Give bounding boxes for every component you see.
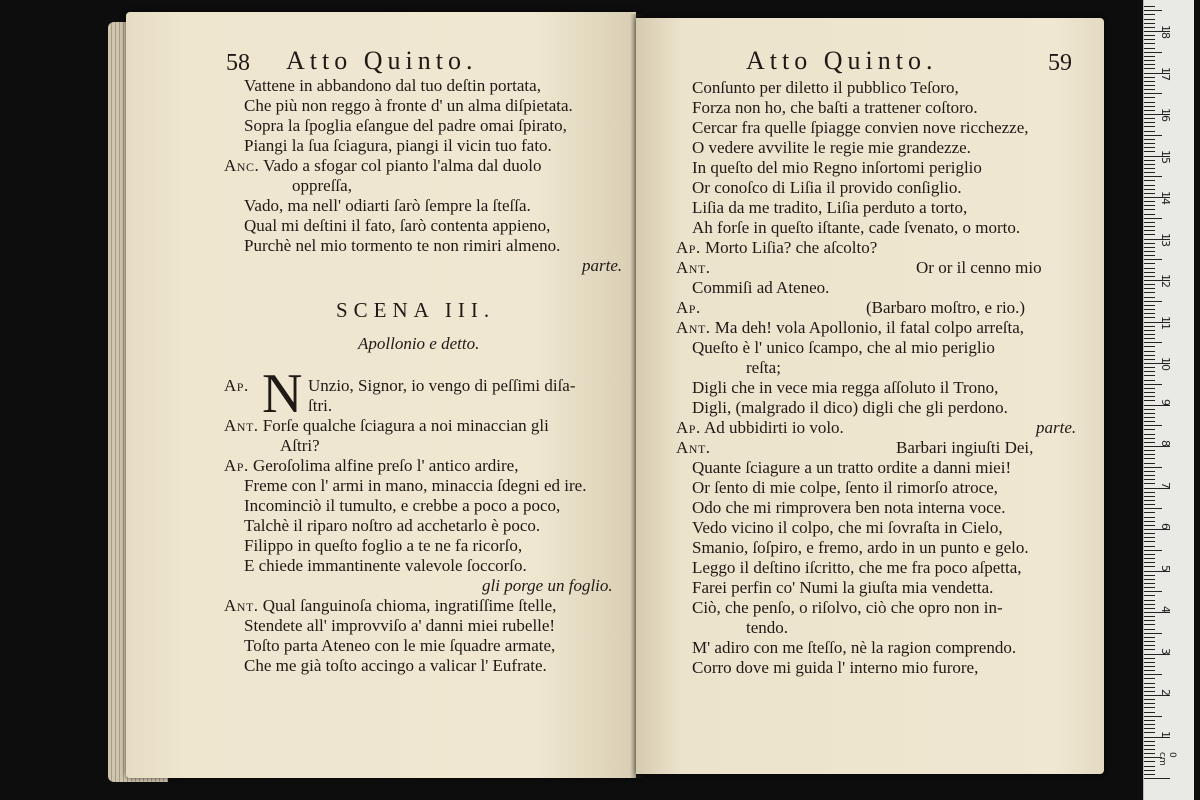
ruler-tick — [1144, 434, 1155, 435]
ruler-tick — [1144, 230, 1155, 231]
ruler-tick — [1144, 27, 1155, 28]
speaker-label: Ant. — [676, 318, 711, 337]
ruler-tick — [1144, 683, 1155, 684]
ruler-tick — [1144, 504, 1155, 505]
verse-line: reſta; — [746, 358, 781, 377]
ruler-tick — [1144, 595, 1155, 596]
verse-line: Smanio, ſoſpiro, e fremo, ardo in un punto e gelo. — [692, 538, 1029, 557]
verse-line: Queſto è l' unico ſcampo, che al mio periglio — [692, 338, 995, 357]
verse-line: Talchè il riparo noſtro ad acchetarlo è poco. — [244, 516, 541, 535]
ruler-tick — [1144, 209, 1155, 210]
ruler-tick — [1144, 126, 1155, 127]
ruler-tick — [1144, 454, 1155, 455]
verse-line: Barbari ingiuſti Dei, — [896, 438, 1034, 457]
stage-direction: parte. — [582, 256, 623, 275]
ruler-tick — [1144, 193, 1155, 194]
ruler-tick — [1144, 604, 1155, 605]
verse-line: Or or il cenno mio — [916, 258, 1042, 277]
ruler-tick — [1144, 546, 1155, 547]
ruler-number: 4 — [1159, 606, 1172, 613]
ruler-tick — [1144, 774, 1155, 775]
scene-persons: Apollonio e detto. — [358, 334, 480, 353]
ruler-tick — [1144, 608, 1155, 609]
verse-line — [224, 376, 249, 396]
ruler-tick — [1144, 81, 1155, 82]
ruler-tick — [1144, 234, 1155, 235]
ruler-tick — [1144, 380, 1155, 381]
ruler-tick — [1144, 272, 1155, 273]
ruler-tick — [1144, 131, 1155, 132]
speaker-label: Ant. — [224, 416, 259, 435]
speaker-label: Ap. — [676, 238, 701, 257]
ruler-tick — [1144, 263, 1155, 264]
ruler-tick — [1144, 60, 1155, 61]
ruler-tick — [1144, 10, 1162, 11]
ruler-tick — [1144, 384, 1162, 385]
ruler-tick — [1144, 396, 1155, 397]
ruler-tick — [1144, 508, 1162, 509]
ruler-tick — [1144, 458, 1155, 459]
ruler-tick — [1144, 64, 1155, 65]
ruler-tick — [1144, 467, 1162, 468]
ruler-tick — [1144, 342, 1162, 343]
ruler-tick — [1144, 517, 1155, 518]
verse-line: Ah forſe in queſto iſtante, cade ſvenato, o morto. — [692, 218, 1021, 237]
ruler-tick — [1144, 313, 1155, 314]
ruler-tick — [1144, 168, 1155, 169]
ruler-tick — [1144, 583, 1155, 584]
ruler-tick — [1144, 6, 1155, 7]
ruler-tick — [1144, 425, 1162, 426]
verse-line: M' adiro con me ſteſſo, nè la ragion comprendo. — [692, 638, 1017, 657]
ruler-number: 11 — [1159, 315, 1172, 330]
verse-line: Ap. Geroſolima alfine preſo l' antico ardire, — [224, 456, 519, 475]
ruler-tick — [1144, 438, 1155, 439]
ruler-tick — [1144, 409, 1155, 410]
ruler-number: 8 — [1159, 440, 1172, 447]
verse-line: Or conoſco di Liſia il provido conſiglio. — [692, 178, 962, 197]
ruler-tick — [1144, 35, 1155, 36]
verse-line: Digli che in vece mia regga aſſoluto il Trono, — [692, 378, 999, 397]
verse-line: Che più non reggo à fronte d' un alma diſpietata. — [244, 96, 573, 115]
verse-line: Odo che mi rimprovera ben nota interna voce. — [692, 498, 1006, 517]
ruler-tick — [1144, 641, 1155, 642]
verse-line: Forza non ho, che baſti a trattener coſtoro. — [692, 98, 978, 117]
verse-line: Vedo vicino il colpo, che mi ſovraſta in Cielo, — [692, 518, 1003, 537]
ruler-tick — [1144, 707, 1155, 708]
ruler-tick — [1144, 93, 1162, 94]
speaker-label: Ant. — [676, 438, 711, 457]
ruler-tick — [1144, 14, 1155, 15]
speaker-label: Ant. — [224, 596, 259, 615]
ruler-tick — [1144, 122, 1155, 123]
speaker-label: Ap. — [676, 418, 701, 437]
ruler-tick — [1144, 102, 1155, 103]
verse-line: Incominciò il tumulto, e crebbe a poco a poco, — [244, 496, 561, 515]
ruler-tick — [1144, 741, 1155, 742]
ruler-tick — [1144, 703, 1155, 704]
ruler-number: 13 — [1159, 232, 1172, 247]
ruler-unit-label: 0 cm — [1157, 752, 1177, 766]
ruler-tick — [1144, 562, 1155, 563]
ruler-tick — [1144, 442, 1155, 443]
ruler-tick — [1144, 52, 1162, 53]
ruler-tick — [1144, 160, 1155, 161]
ruler-tick — [1144, 317, 1155, 318]
verse-line: Aſtri? — [280, 436, 320, 455]
ruler-tick — [1144, 761, 1155, 762]
ruler-tick — [1144, 392, 1155, 393]
ruler-tick — [1144, 375, 1155, 376]
ruler-tick — [1144, 512, 1155, 513]
ruler-tick — [1144, 276, 1155, 277]
ruler-tick — [1144, 745, 1155, 746]
ruler-tick — [1144, 201, 1155, 202]
ruler-number: 2 — [1159, 689, 1172, 696]
ruler-number: 10 — [1159, 357, 1172, 371]
ruler-tick — [1144, 483, 1155, 484]
verse-line: Ap. Morto Liſia? che aſcolto? — [676, 238, 878, 257]
ruler-tick — [1144, 214, 1155, 215]
verse-line: Qual mi deſtini il fato, ſarò contenta appieno, — [244, 216, 551, 235]
verse-line — [676, 258, 711, 278]
ruler-tick — [1144, 222, 1155, 223]
ruler-tick — [1144, 351, 1155, 352]
verse-line: Vattene in abbandono dal tuo deſtin portata, — [244, 76, 541, 95]
verse-line: Ant. Qual ſanguinoſa chioma, ingratiſſime ſtelle, — [224, 596, 557, 615]
ruler-tick — [1144, 712, 1155, 713]
ruler-tick — [1144, 359, 1155, 360]
verse-line: Ant. Forſe qualche ſciagura a noi minaccian gli — [224, 416, 549, 435]
verse-line: Che me già toſto accingo a valicar l' Eufrate. — [244, 656, 547, 675]
speaker-label: Ap. — [676, 298, 701, 317]
ruler-tick — [1144, 670, 1155, 671]
verse-line — [676, 438, 711, 458]
ruler-tick — [1144, 288, 1155, 289]
ruler-tick — [1144, 662, 1155, 663]
ruler-tick — [1144, 463, 1155, 464]
ruler-tick — [1144, 247, 1155, 248]
ruler-tick — [1144, 479, 1155, 480]
ruler-number: 15 — [1159, 149, 1172, 164]
ruler-tick — [1144, 172, 1155, 173]
ruler-tick — [1144, 77, 1155, 78]
ruler-tick — [1144, 371, 1155, 372]
verse-line: Toſto parta Ateneo con le mie ſquadre armate, — [244, 636, 556, 655]
ruler-tick — [1144, 732, 1155, 733]
ruler-tick — [1144, 43, 1155, 44]
ruler-tick — [1144, 23, 1155, 24]
ruler-tick — [1144, 724, 1155, 725]
verse-line: (Barbaro moſtro, e rio.) — [866, 298, 1026, 317]
ruler-tick — [1144, 658, 1155, 659]
verse-line: Quante ſciagure a un tratto ordite a danni miei! — [692, 458, 1012, 477]
ruler-tick — [1144, 346, 1155, 347]
ruler-number: 5 — [1159, 564, 1172, 572]
verse-line: Anc. Vado a sfogar col pianto l'alma dal duolo — [224, 156, 542, 175]
stage-direction: parte. — [1036, 418, 1077, 437]
ruler-tick — [1144, 629, 1155, 630]
ruler-number: 16 — [1159, 108, 1172, 122]
ruler-tick — [1144, 292, 1155, 293]
verse-line: oppreſſa, — [292, 176, 352, 195]
ruler-tick — [1144, 205, 1155, 206]
ruler-number: 7 — [1159, 481, 1172, 489]
ruler-tick — [1144, 749, 1155, 750]
ruler-tick — [1144, 110, 1155, 111]
ruler-tick — [1144, 687, 1155, 688]
ruler-tick — [1144, 139, 1155, 140]
ruler-tick — [1144, 558, 1155, 559]
ruler-tick — [1144, 471, 1155, 472]
ruler-tick — [1144, 450, 1155, 451]
ruler-tick — [1144, 180, 1155, 181]
verse-line: Digli, (malgrado il dico) digli che gli perdono. — [692, 398, 1008, 417]
ruler-tick — [1144, 106, 1155, 107]
ruler-tick — [1144, 118, 1155, 119]
stage-direction: gli porge un foglio. — [482, 576, 613, 595]
verse-line: Stendete all' improvviſo a' danni miei rubelle! — [244, 616, 556, 635]
ruler-tick — [1144, 649, 1155, 650]
ruler-tick — [1144, 367, 1155, 368]
verse-line: O vedere avvilite le regie mie grandezze. — [692, 138, 971, 157]
ruler-tick — [1144, 616, 1155, 617]
ruler-tick — [1144, 151, 1155, 152]
ruler-tick — [1144, 421, 1155, 422]
left-page-number: 58 — [226, 50, 250, 76]
ruler-tick — [1144, 388, 1155, 389]
verse-line: Unzio, Signor, io vengo di peſſimi diſa- — [308, 376, 576, 395]
scene-title: SCENA III. — [336, 298, 496, 322]
ruler-tick — [1144, 537, 1155, 538]
ruler-tick — [1144, 218, 1162, 219]
ruler-tick — [1144, 587, 1155, 588]
drop-cap: N — [262, 363, 303, 425]
verse-line: E chiede immantinente valevole ſoccorſo. — [244, 556, 527, 575]
speaker-label: Anc. — [224, 156, 260, 175]
ruler-tick — [1144, 89, 1155, 90]
ruler-tick — [1144, 699, 1155, 700]
ruler-tick — [1144, 521, 1155, 522]
ruler-tick — [1144, 691, 1155, 692]
ruler-tick — [1144, 176, 1162, 177]
ruler-tick — [1144, 400, 1155, 401]
ruler-tick — [1144, 85, 1155, 86]
verse-line: Ciò, che penſo, o riſolvo, ciò che opro non in- — [692, 598, 1003, 617]
ruler-tick — [1144, 591, 1162, 592]
ruler-tick — [1144, 251, 1155, 252]
verse-line: Filippo in queſto foglio a te ne fa ricorſo, — [244, 536, 523, 555]
right-page — [636, 18, 1104, 774]
right-running-head: Atto Quinto. — [746, 46, 938, 75]
ruler-tick — [1144, 147, 1155, 148]
open-book — [108, 8, 1108, 790]
verse-line: Or ſento di mie colpe, ſento il rimorſo atroce, — [692, 478, 998, 497]
ruler-tick — [1144, 330, 1155, 331]
ruler-tick — [1144, 305, 1155, 306]
ruler-tick — [1144, 637, 1155, 638]
ruler-tick — [1144, 39, 1155, 40]
ruler-tick — [1144, 243, 1155, 244]
ruler-tick — [1144, 143, 1155, 144]
verse-line: Vado, ma nell' odiarti ſarò ſempre la ſteſſa. — [244, 196, 531, 215]
ruler-number: 17 — [1159, 66, 1172, 81]
ruler-tick — [1144, 135, 1162, 136]
speaker-label: Ant. — [676, 258, 711, 277]
ruler-number: 12 — [1159, 274, 1172, 288]
ruler-tick — [1144, 429, 1155, 430]
ruler-number: 3 — [1159, 647, 1172, 655]
verse-line: Sopra la ſpoglia eſangue del padre omai ſpirato, — [244, 116, 567, 135]
ruler-tick — [1144, 525, 1155, 526]
verse-line: Piangi la ſua ſciagura, piangi il vicin tuo fato. — [244, 136, 552, 155]
ruler-tick — [1144, 355, 1155, 356]
ruler-number: 14 — [1159, 191, 1172, 205]
ruler-tick — [1144, 550, 1162, 551]
ruler-tick — [1144, 226, 1155, 227]
ruler-tick — [1144, 620, 1155, 621]
ruler-tick — [1144, 301, 1162, 302]
ruler-tick — [1144, 189, 1155, 190]
ruler-tick — [1144, 338, 1155, 339]
ruler-tick — [1144, 334, 1155, 335]
ruler-tick — [1144, 68, 1155, 69]
ruler-tick — [1144, 541, 1155, 542]
verse-line: ſtri. — [308, 396, 333, 415]
ruler-tick — [1144, 413, 1155, 414]
verse-line: Commiſi ad Ateneo. — [692, 278, 830, 297]
ruler-tick — [1144, 496, 1155, 497]
ruler-tick — [1144, 566, 1155, 567]
measuring-ruler — [1143, 0, 1194, 800]
ruler-number: 6 — [1159, 523, 1172, 530]
verse-line: Cercar fra quelle ſpiagge convien nove ricchezze, — [692, 118, 1029, 137]
verse-line: Freme con l' armi in mano, minaccia ſdegni ed ire. — [244, 476, 587, 495]
verse-line: Liſia da me tradito, Liſia perduto a torto, — [692, 198, 968, 217]
ruler-tick — [1144, 770, 1155, 771]
verse-line: In queſto del mio Regno inſortomi periglio — [692, 158, 982, 177]
ruler-tick — [1144, 633, 1162, 634]
ruler-tick — [1144, 297, 1155, 298]
ruler-tick — [1144, 500, 1155, 501]
ruler-tick — [1144, 753, 1155, 754]
verse-line: Farei perfin co' Numi la giuſta mia vendetta. — [692, 578, 994, 597]
ruler-tick — [1144, 575, 1155, 576]
ruler-tick — [1144, 326, 1155, 327]
ruler-tick — [1144, 666, 1155, 667]
ruler-tick — [1144, 674, 1162, 675]
verse-line: Ap. Ad ubbidirti io volo. — [676, 418, 844, 437]
ruler-tick — [1144, 284, 1155, 285]
speaker-label: Ap. — [224, 376, 249, 395]
ruler-tick — [1144, 778, 1170, 779]
ruler-tick — [1144, 728, 1155, 729]
verse-line — [676, 298, 701, 318]
ruler-number: 9 — [1159, 398, 1172, 406]
ruler-tick — [1144, 600, 1155, 601]
verse-line: tendo. — [746, 618, 789, 637]
ruler-tick — [1144, 475, 1155, 476]
verse-line: Ant. Ma deh! vola Apollonio, il fatal colpo arreſta, — [676, 318, 1024, 337]
verse-line: Conſunto per diletto il pubblico Teſoro, — [692, 78, 959, 97]
ruler-tick — [1144, 720, 1155, 721]
ruler-tick — [1144, 164, 1155, 165]
ruler-tick — [1144, 645, 1155, 646]
ruler-tick — [1144, 48, 1155, 49]
verse-line: Purchè nel mio tormento te non rimiri almeno. — [244, 236, 561, 255]
ruler-tick — [1144, 579, 1155, 580]
ruler-number: 18 — [1159, 25, 1172, 39]
ruler-tick — [1144, 678, 1155, 679]
ruler-tick — [1144, 766, 1155, 767]
ruler-tick — [1144, 309, 1155, 310]
ruler-tick — [1144, 185, 1155, 186]
ruler-number: 1 — [1159, 730, 1172, 738]
left-page — [126, 12, 636, 778]
ruler-tick — [1144, 492, 1155, 493]
ruler-tick — [1144, 255, 1155, 256]
ruler-tick — [1144, 533, 1155, 534]
verse-line: Corro dove mi guida l' interno mio furore, — [692, 658, 979, 677]
ruler-tick — [1144, 554, 1155, 555]
ruler-tick — [1144, 417, 1155, 418]
ruler-tick — [1144, 56, 1155, 57]
ruler-tick — [1144, 716, 1162, 717]
ruler-tick — [1144, 19, 1155, 20]
ruler-tick — [1144, 259, 1162, 260]
ruler-tick — [1144, 624, 1155, 625]
ruler-tick — [1144, 97, 1155, 98]
left-running-head: Atto Quinto. — [286, 46, 478, 75]
verse-line: Leggo il deſtino iſcritto, che me fra poco aſpetta, — [692, 558, 1022, 577]
ruler-tick — [1144, 268, 1155, 269]
speaker-label: Ap. — [224, 456, 249, 475]
right-page-number: 59 — [1048, 50, 1072, 76]
